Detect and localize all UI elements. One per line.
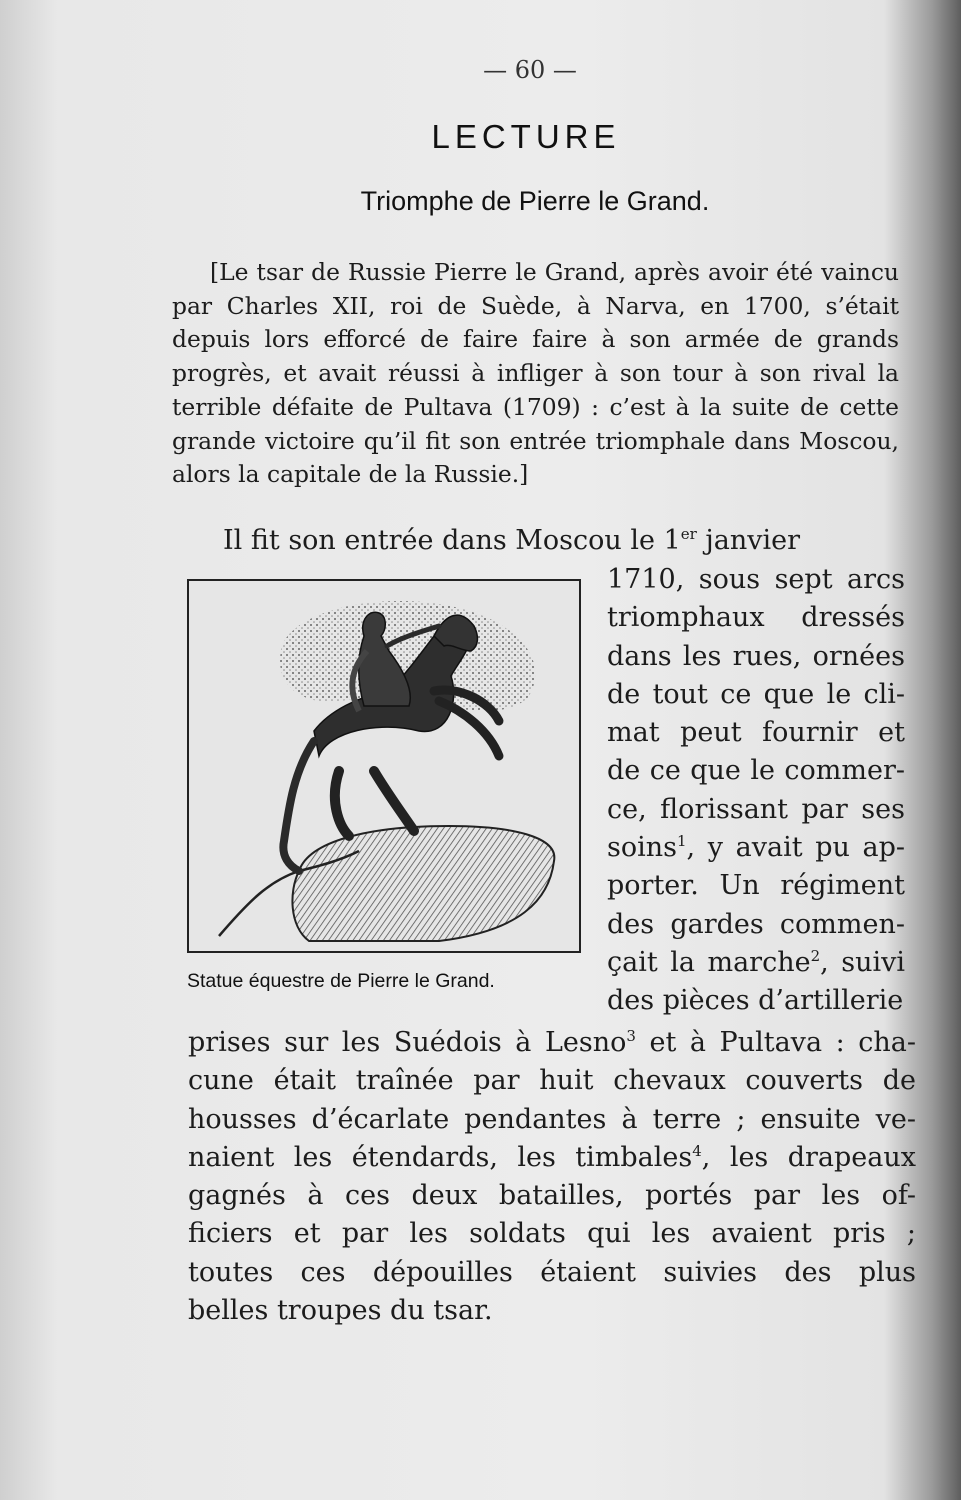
horse-tail	[283, 741, 314, 871]
page-number: — 60 —	[483, 56, 577, 84]
right-column-text: 1710, sous sept arcs triomphaux dressés dans les rues, ornées de tout ce que le cli- mat peut fournir et de ce que le commer- ce, florissant par ses soins$^1$, y avait pu ap- porter. Un régiment des gardes commen- çait la marche$^2$, suivi des pièces d’artillerie	[607, 564, 905, 1017]
main-first-line: Il fit son entrée dans Moscou le 1er janvier	[223, 525, 801, 556]
statue-illustration	[187, 579, 581, 953]
intro-paragraph: [Le tsar de Russie Pierre le Grand, après avoir été vaincu par Charles XII, roi de Suède, à Narva, en 1700, s’était depuis lors efforcé de faire faire à son armée de grands progrès, et avait réussi à infliger à son tour à son rival la terrible défaite de Pultava (1709) : c’est à la suite de cette grande victoire qu’il fit son entrée triomphale dans Moscou, alors la capitale de la Russie.]	[172, 258, 899, 489]
rock-pedestal	[292, 826, 554, 941]
figure-caption: Statue équestre de Pierre le Grand.	[187, 970, 495, 992]
equestrian-statue-drawing	[189, 581, 579, 951]
horse-hind-legs	[335, 771, 414, 836]
section-title: LECTURE	[431, 118, 621, 155]
chapter-title: Triomphe de Pierre le Grand.	[360, 186, 710, 216]
main-paragraph-continued: prises sur les Suédois à Lesno$^3$ et à Pultava : cha- cune était traînée par huit chevaux couverts de housses d’écarlate pendantes à terre ; ensuite ve- naient les étendards, les timbales$^4$, les drapeaux gagnés à ces deux batailles, portés par les of- ficiers et par les soldats qui les avaient pris ; toutes ces dépouilles étaient suivies des plus belles troupes du tsar.	[188, 1027, 916, 1327]
